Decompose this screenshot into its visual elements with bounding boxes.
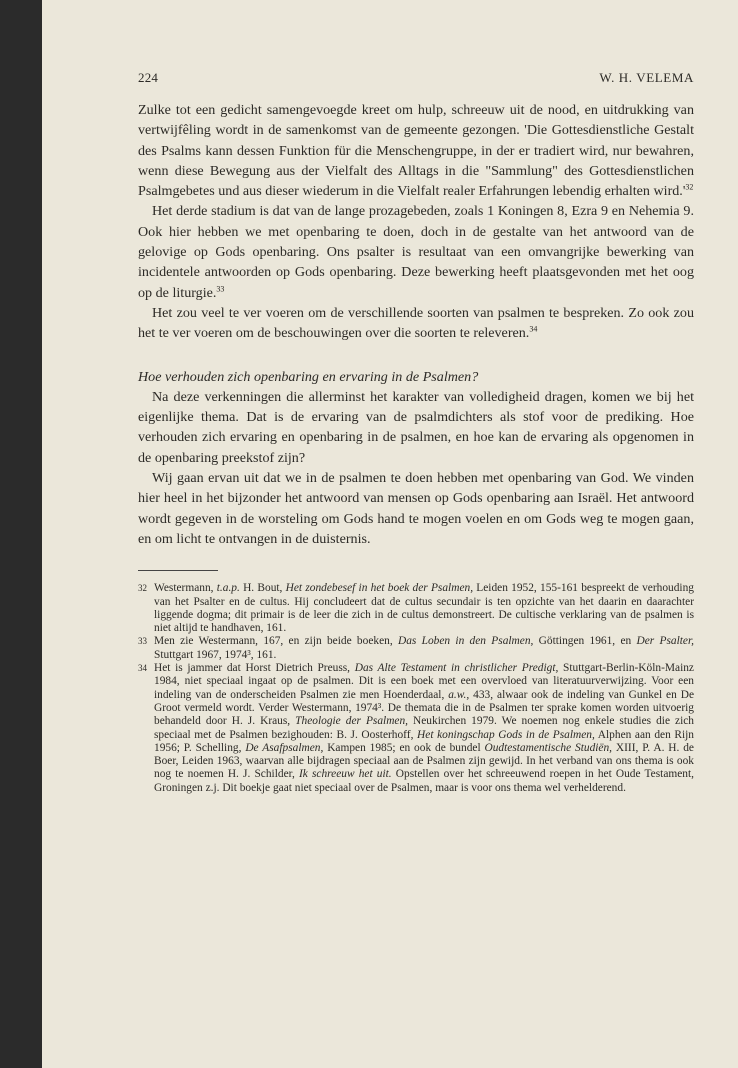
footnote-text — [154, 582, 694, 635]
footnote-32 — [138, 582, 694, 635]
fn-italic: a.w., — [448, 688, 470, 701]
fn-text: Alphen aan den Rijn 1956; P. Schelling, — [154, 728, 695, 754]
footnote-34 — [138, 662, 694, 795]
paragraph-3-text: Het zou veel te ver voeren om de verschillende soorten van psalmen te bespreken. Zo ook zou het te ver voeren om de beschouwingen over die soorten te releveren. — [138, 304, 694, 342]
footnote-divider — [138, 570, 218, 571]
paragraph-1 — [138, 100, 694, 201]
fn-text: 433, alwaar ook de indeling van Gunkel en De Groot vermeld wordt. Verder Westermann, 1974³. De themata die in de Psalmen ter sprake komen worden uitvoerig behandeld door H. J. Kraus, — [154, 688, 695, 728]
paragraph-3 — [138, 303, 694, 344]
fn-text: Het is jammer dat Horst Dietrich Preuss, — [154, 662, 355, 675]
footnote-number: 34 — [138, 663, 147, 674]
fn-title: Het koningschap Gods in de Psalmen, — [417, 728, 595, 741]
footnote-text — [154, 635, 694, 662]
fn-text: Opstellen over het schreeuwend roepen in het Oude Testament, Groningen z.j. Dit boekje gaat niet speciaal over de Psalmen, maar is voor ons thema wel verhelderend. — [154, 768, 694, 794]
page-content — [138, 70, 694, 795]
fn-text: Westermann, — [154, 582, 217, 595]
fn-title: Theologie der Psalmen, — [295, 715, 409, 728]
fn-title: Das Loben in den Psalmen, — [397, 635, 534, 648]
book-page — [42, 0, 738, 1068]
fn-text: H. Bout, — [239, 582, 286, 595]
footnote-text — [154, 662, 694, 795]
fn-title: Das Alte Testament in christlicher Predigt, — [354, 662, 559, 675]
fn-text: Kampen 1985; en ook de bundel — [323, 741, 485, 754]
paragraph-5: Wij gaan ervan uit dat we in de psalmen te doen hebben met openbaring van God. We vinden hier heel in het bijzonder het antwoord van mensen op Gods openbaring aan Israël. Het antwoord wordt gegeven in de worsteling om Gods hand te mogen voelen en om Gods weg te mogen gaan, en om licht te ontvangen in de duisternis. — [138, 470, 694, 547]
footnote-ref-32[interactable]: 32 — [685, 182, 694, 192]
page-number: 224 — [138, 70, 159, 85]
footnote-number: 32 — [138, 583, 147, 594]
fn-title: Ik schreeuw het uit. — [298, 768, 392, 781]
section-heading: Hoe verhouden zich openbaring en ervaring in de Psalmen? — [138, 368, 479, 385]
footnote-33 — [138, 635, 694, 662]
paragraph-1-text: Zulke tot een gedicht samengevoegde kreet om hulp, schreeuw uit de nood, en uitdrukking van vertwijfêling wordt in de samenkomst van de gemeente gezongen. 'Die Gottesdienstliche Gestalt des Psalms kann dessen Funktion für die Menschengruppe, in der er tradiert wird, nur bewahren, wenn diese Bewegung aus der Vielfalt des Alltags in die "Sammlung" des Gottesdienstlichen Psalmgebetes und aus dieser wiederum in die Vielfalt realer Erfahrungen lebendig erhalten wird.' — [138, 102, 694, 200]
running-header — [138, 70, 694, 86]
paragraph-4: Na deze verkenningen die allerminst het karakter van volledigheid dragen, komen we bij het eigenlijke thema. Dat is de ervaring van de psalmdichters als stof voor de prediking. Hoe verhouden zich ervaring en openbaring in de psalmen, en hoe kan de ervaring als opgenomen in de openbaring preekstof zijn? — [138, 388, 694, 466]
fn-text: Men zie Westermann, 167, en zijn beide boeken, — [154, 635, 398, 648]
fn-title: Het zondebesef in het boek der Psalmen, — [285, 582, 474, 595]
fn-text: Stuttgart-Berlin-Köln-Mainz 1984, niet speciaal ingaat op de psalmen. Dit is een boek met een overvloed van literatuurverwijzing. Voor een indeling van de onderscheiden Psalmen zie men Hoenderdaal, — [154, 662, 694, 701]
fn-text: XIII, P. A. H. de Boer, Leiden 1963, waarvan alle bijdragen speciaal aan de Psalmen zijn gewijd. In het verband van ons thema is ook nog te noemen H. J. Schilder, — [154, 741, 694, 781]
footnote-ref-34[interactable]: 34 — [529, 324, 538, 334]
fn-text: Göttingen 1961, en — [533, 635, 637, 648]
footnote-number: 33 — [138, 636, 147, 647]
running-author: W. H. VELEMA — [599, 70, 694, 85]
fn-text: Leiden 1952, 155-161 bespreekt de verhouding van het Psalter en de cultus. Hij concludeert dat de cultus secundair is ten opzichte van het daarin en daarachter liggende dogma; dit primair is de leer die zich in de cultus demonstreert. De cultische verklaring van de psalmen is niet altijd te handhaven, 161. — [154, 582, 694, 635]
fn-title: Der Psalter, — [636, 635, 694, 648]
fn-italic: t.a.p. — [216, 582, 240, 595]
fn-text: Stuttgart 1967, 1974³, 161. — [154, 648, 277, 661]
fn-text: Neukirchen 1979. We noemen nog enkele studies die zich speciaal met de Psalmen bezighouden: B. J. Oosterhoff, — [154, 715, 694, 741]
fn-title: Oudtestamentische Studiën, — [484, 741, 613, 754]
fn-title: De Asafpsalmen, — [245, 741, 324, 754]
paragraph-2 — [138, 201, 694, 302]
paragraph-2-text: Het derde stadium is dat van de lange prozagebeden, zoals 1 Koningen 8, Ezra 9 en Nehemia 9. Ook hier hebben we met openbaring te doen, doch in de gestalte van het antwoord van de gelovige op Gods openbaring. Ons psalter is resultaat van een omvangrijke bewerking van incidentele antwoorden op Gods openbaring. Deze bewerking heeft plaatsgevonden met het oog op de liturgie. — [138, 203, 694, 301]
footnote-ref-33[interactable]: 33 — [216, 283, 225, 293]
